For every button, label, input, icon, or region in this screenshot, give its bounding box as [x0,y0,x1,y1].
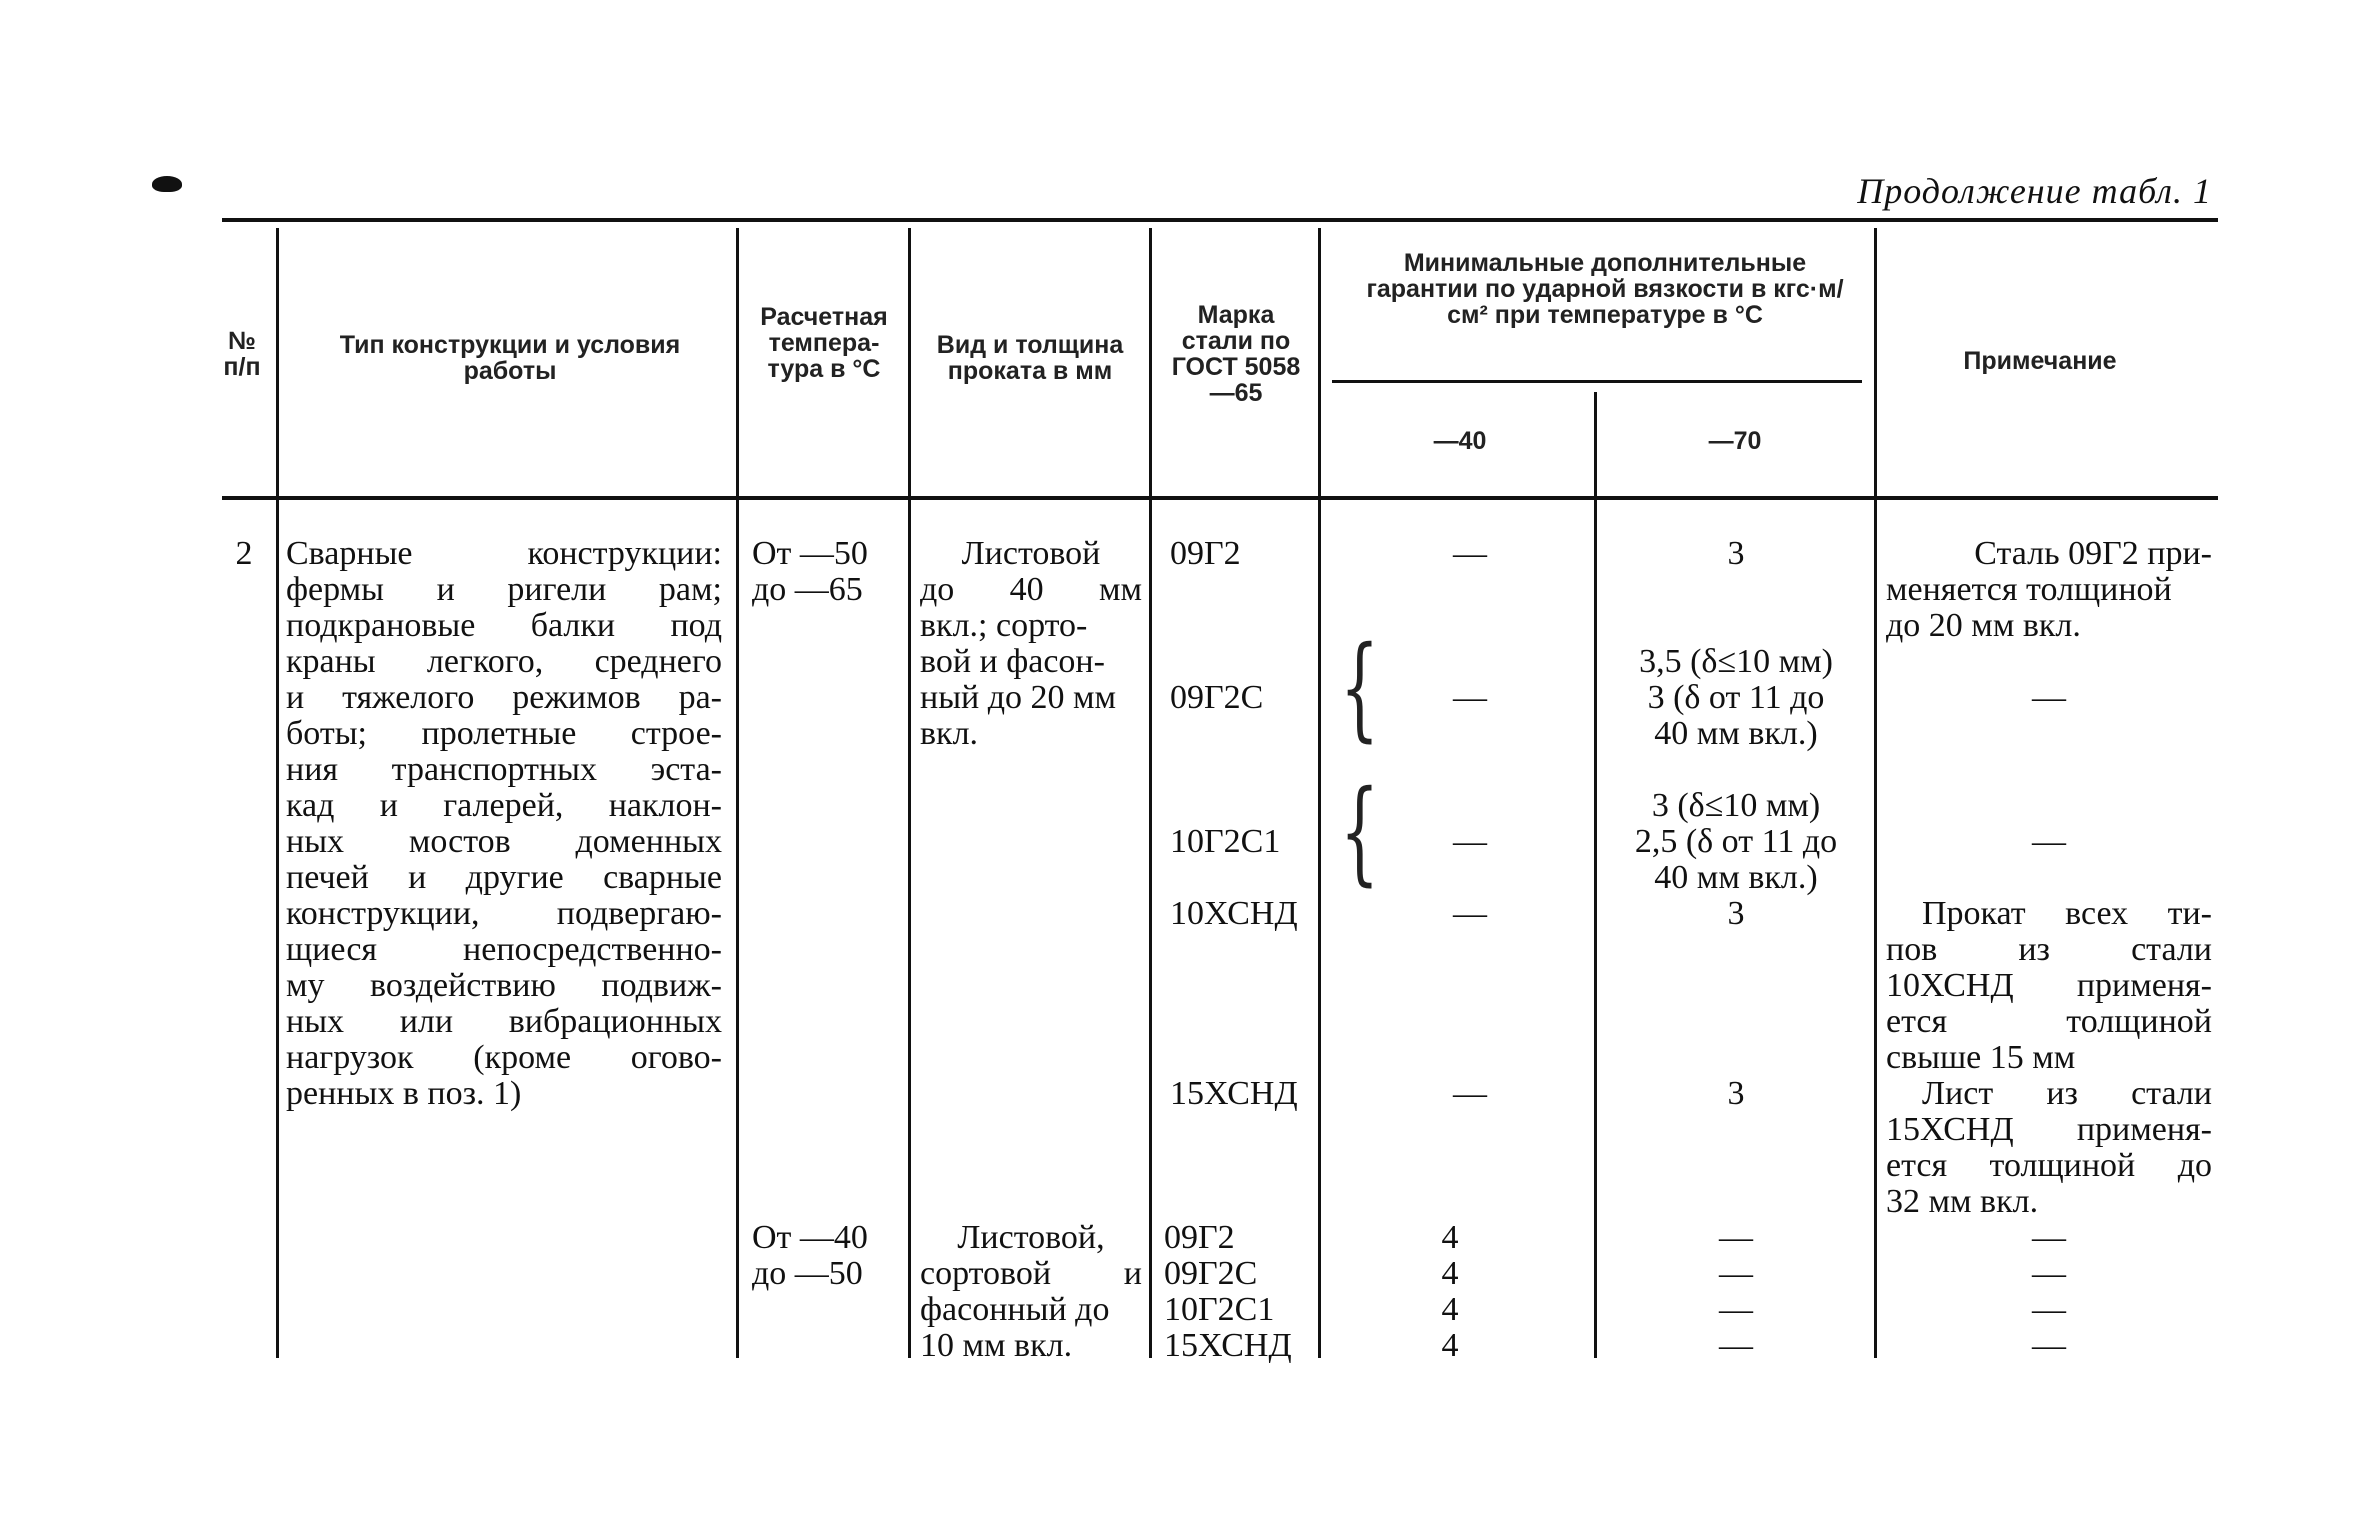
col-divider [908,228,911,1358]
note-text: — [2032,1327,2066,1364]
group1-temp [752,536,902,608]
continuation-label: Продолжение табл. 1 [1857,171,2212,211]
top-rule [222,218,2218,222]
text-line: Лист из стали [1922,1075,2212,1112]
note-text: — [2032,823,2066,860]
note-text: — [2032,679,2066,716]
impact-40-value: 4 [1441,1255,1459,1292]
construction-type-text [286,536,722,1112]
text-line: 32 мм вкл. [1886,1183,2039,1220]
impact-40-value: 4 [1441,1291,1459,1328]
header-kind: Вид и толщина проката в мм [936,331,1124,385]
impact-40-value: — [1453,1075,1487,1112]
col-divider [1874,228,1877,1358]
text-line: Прокат всех ти- [1922,895,2212,932]
text-line: 15ХСНД применя- [1886,1111,2212,1148]
text-line: 40 мм вкл.) [1654,715,1818,752]
impact-70-value [1600,644,1872,752]
text-line: сортовой и [920,1255,1142,1292]
col-divider [1318,228,1321,1358]
text-line: вой и фасон- [920,643,1105,680]
text-line: 2,5 (δ от 11 до [1634,823,1838,860]
note-text: — [2032,1219,2066,1256]
impact-70-value: — [1719,1219,1753,1256]
text-line: фасонный до [920,1291,1110,1328]
header-type: Тип конструкции и условия работы [339,331,681,385]
header-temp: Расчетная темпера-тура в °С [760,303,888,383]
text-line: ных мостов доменных [286,823,722,860]
impact-70-value [1600,896,1872,932]
impact-70-value: — [1719,1327,1753,1364]
text-line: 3 [1727,895,1745,932]
impact-70-value [1600,1076,1872,1112]
impact-subheader-rule [1332,380,1862,383]
text-line: фермы и ригели рам; [286,571,722,608]
text-line: 10 мм вкл. [920,1327,1073,1364]
text-line: щиеся непосредственно- [286,931,722,968]
page-mark [152,176,182,192]
steel-grade: 15ХСНД [1170,1075,1298,1112]
text-line: кад и галерей, наклон- [286,787,722,824]
group1-kind [920,536,1142,752]
text-line: 3 [1727,1075,1745,1112]
steel-grade: 09Г2С [1170,679,1264,716]
header-grade: Марка стали по ГОСТ 5058—65 [1171,301,1301,407]
header-num: № п/п [223,327,261,381]
brace-symbol: { [1340,767,1380,897]
impact-70-value [1600,788,1872,896]
impact-40-value: — [1453,679,1487,716]
text-line: боты; пролетные строе- [286,715,722,752]
col-divider [736,228,739,1358]
note-text [1886,1076,2212,1220]
text-line: Сталь 09Г2 при- [1974,535,2212,572]
steel-grade: 15ХСНД [1164,1327,1292,1364]
impact-40-value: — [1453,895,1487,932]
text-line: до 40 мм [920,571,1142,608]
text-line: От —50 [752,535,868,572]
impact-40-value: 4 [1441,1327,1459,1364]
text-line: свыше 15 мм [1886,1039,2076,1076]
text-line: ется толщиной до [1886,1147,2212,1184]
text-line: ния транспортных эста- [286,751,722,788]
text-line: вкл.; сорто- [920,607,1088,644]
text-line: до —65 [752,571,863,608]
text-line: Листовой [961,535,1101,572]
impact-40-value: — [1453,823,1487,860]
text-line: конструкции, подвергаю- [286,895,722,932]
note-text: — [2032,1291,2066,1328]
steel-grade: 09Г2С [1164,1255,1258,1292]
impact-70-value [1600,536,1872,572]
col-divider [1594,392,1597,1358]
impact-70-value: — [1719,1255,1753,1292]
text-line: Листовой, [957,1219,1105,1256]
col-divider [1149,228,1152,1358]
steel-grade: 09Г2 [1164,1219,1235,1256]
steel-grade: 10ХСНД [1170,895,1298,932]
header-note: Примечание [1963,347,2117,375]
steel-grade: 10Г2С1 [1164,1291,1275,1328]
header-bottom-rule [222,496,2218,500]
text-line: ется толщиной [1886,1003,2212,1040]
group2-kind [920,1220,1142,1364]
header-t70: —70 [1708,427,1762,455]
text-line: нагрузок (кроме огово- [286,1039,722,1076]
text-line: 40 мм вкл.) [1654,859,1818,896]
text-line: ренных в поз. 1) [286,1075,522,1112]
text-line: ный до 20 мм [920,679,1117,716]
text-line: 3 [1727,535,1745,572]
row-number: 2 [235,535,253,572]
brace-symbol: { [1340,623,1380,753]
text-line: 3 (δ от 11 до [1647,679,1825,716]
note-text: — [2032,1255,2066,1292]
text-line: до —50 [752,1255,863,1292]
text-line: подкрановые балки под [286,607,722,644]
steel-grade: 09Г2 [1170,535,1241,572]
text-line: ных или вибрационных [286,1003,722,1040]
text-line: му воздействию подвиж- [286,967,722,1004]
steel-grade: 10Г2С1 [1170,823,1281,860]
impact-40-value: — [1453,535,1487,572]
note-text [1886,536,2212,644]
header-impact: Минимальные дополнительные гарантии по ударной вязкости в кгс·м/см² при температуре в °С [1366,249,1844,329]
impact-40-value: 4 [1441,1219,1459,1256]
text-line: 3,5 (δ≤10 мм) [1639,643,1833,680]
note-text [1886,896,2212,1076]
text-line: пов из стали [1886,931,2212,968]
text-line: до 20 мм вкл. [1886,607,2081,644]
text-line: Сварные конструкции: [286,535,722,572]
text-line: вкл. [920,715,979,752]
text-line: От —40 [752,1219,868,1256]
text-line: краны легкого, среднего [286,643,722,680]
header-t40: —40 [1433,427,1487,455]
text-line: печей и другие сварные [286,859,722,896]
text-line: 10ХСНД применя- [1886,967,2212,1004]
impact-70-value: — [1719,1291,1753,1328]
text-line: меняется толщиной [1886,571,2172,608]
group2-temp [752,1220,902,1292]
text-line: 3 (δ≤10 мм) [1651,787,1821,824]
text-line: и тяжелого режимов ра- [286,679,722,716]
col-divider [276,228,279,1358]
